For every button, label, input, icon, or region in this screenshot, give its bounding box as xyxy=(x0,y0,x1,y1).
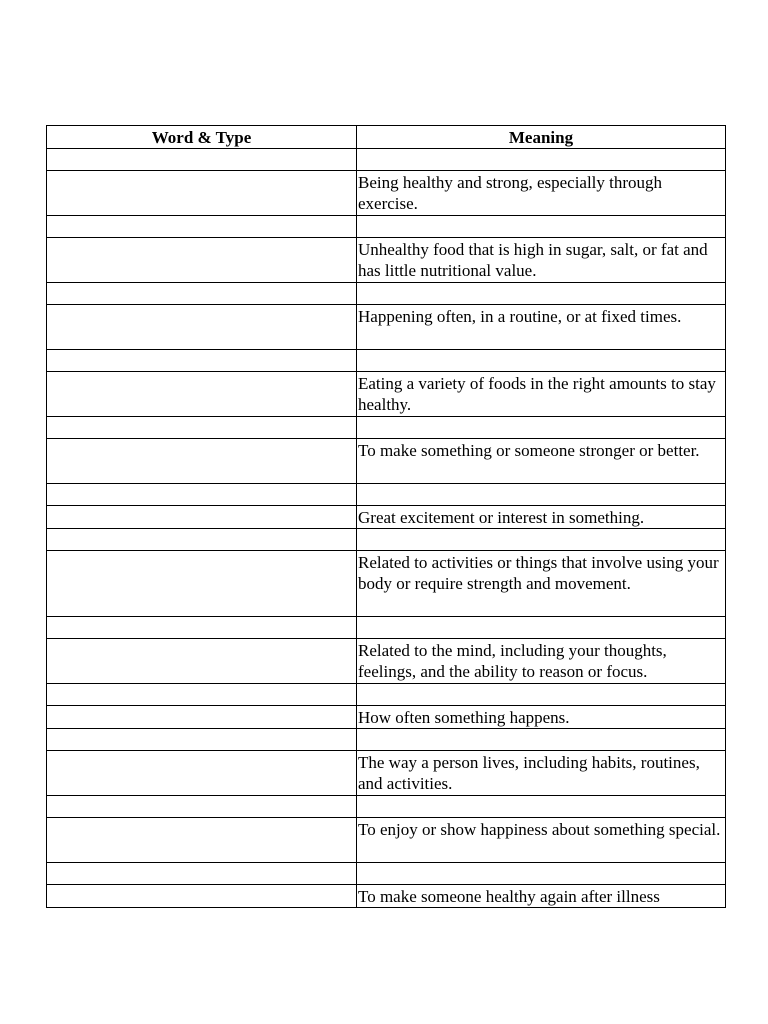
table-row-spacer xyxy=(47,684,726,706)
meaning-cell xyxy=(357,484,726,506)
table-row-spacer xyxy=(47,417,726,439)
word-cell xyxy=(47,885,357,908)
word-cell xyxy=(47,751,357,796)
table-row-spacer xyxy=(47,617,726,639)
table-row-spacer xyxy=(47,149,726,171)
table-row xyxy=(47,372,726,417)
table-row-spacer xyxy=(47,484,726,506)
table-row xyxy=(47,751,726,796)
word-cell xyxy=(47,149,357,171)
table-row-spacer xyxy=(47,863,726,885)
table-row xyxy=(47,639,726,684)
meaning-cell xyxy=(357,684,726,706)
meaning-cell: Great excitement or interest in something. xyxy=(357,506,726,529)
vocabulary-table xyxy=(46,125,726,908)
table-row xyxy=(47,439,726,484)
meaning-cell xyxy=(357,796,726,818)
meaning-cell xyxy=(357,149,726,171)
meaning-cell xyxy=(357,216,726,238)
table-row xyxy=(47,818,726,863)
word-cell xyxy=(47,439,357,484)
word-cell xyxy=(47,617,357,639)
meaning-cell: The way a person lives, including habits, routines, and activities. xyxy=(357,751,726,796)
word-cell xyxy=(47,305,357,350)
meaning-cell: Eating a variety of foods in the right amounts to stay healthy. xyxy=(357,372,726,417)
table-row xyxy=(47,238,726,283)
meaning-cell xyxy=(357,417,726,439)
table-row-spacer xyxy=(47,729,726,751)
word-type-header: Word & Type xyxy=(47,126,357,149)
word-cell xyxy=(47,171,357,216)
word-cell xyxy=(47,796,357,818)
meaning-cell xyxy=(357,350,726,372)
table-row xyxy=(47,885,726,908)
word-cell xyxy=(47,729,357,751)
table-row xyxy=(47,706,726,729)
meaning-cell: To make someone healthy again after illness xyxy=(357,885,726,908)
meaning-cell xyxy=(357,283,726,305)
table-row-spacer xyxy=(47,216,726,238)
word-cell xyxy=(47,283,357,305)
meaning-header: Meaning xyxy=(357,126,726,149)
word-cell xyxy=(47,529,357,551)
word-cell xyxy=(47,818,357,863)
meaning-cell xyxy=(357,529,726,551)
table-header-row xyxy=(47,126,726,149)
word-cell xyxy=(47,863,357,885)
word-cell xyxy=(47,684,357,706)
meaning-cell: Related to activities or things that involve using your body or require strength and movement. xyxy=(357,551,726,617)
meaning-cell xyxy=(357,863,726,885)
meaning-cell: Related to the mind, including your thoughts, feelings, and the ability to reason or focus. xyxy=(357,639,726,684)
word-cell xyxy=(47,506,357,529)
word-cell xyxy=(47,706,357,729)
meaning-cell: How often something happens. xyxy=(357,706,726,729)
meaning-cell xyxy=(357,617,726,639)
table-row xyxy=(47,506,726,529)
meaning-cell: Being healthy and strong, especially through exercise. xyxy=(357,171,726,216)
word-cell xyxy=(47,639,357,684)
table-row xyxy=(47,551,726,617)
table-row-spacer xyxy=(47,283,726,305)
word-cell xyxy=(47,372,357,417)
word-cell xyxy=(47,551,357,617)
table-row-spacer xyxy=(47,529,726,551)
word-cell xyxy=(47,238,357,283)
table-row-spacer xyxy=(47,796,726,818)
table-row xyxy=(47,171,726,216)
meaning-cell: Happening often, in a routine, or at fixed times. xyxy=(357,305,726,350)
meaning-cell: To enjoy or show happiness about something special. xyxy=(357,818,726,863)
word-cell xyxy=(47,350,357,372)
table-row xyxy=(47,305,726,350)
meaning-cell: Unhealthy food that is high in sugar, salt, or fat and has little nutritional value. xyxy=(357,238,726,283)
meaning-cell xyxy=(357,729,726,751)
table-row-spacer xyxy=(47,350,726,372)
meaning-cell: To make something or someone stronger or better. xyxy=(357,439,726,484)
word-cell xyxy=(47,417,357,439)
word-cell xyxy=(47,484,357,506)
word-cell xyxy=(47,216,357,238)
